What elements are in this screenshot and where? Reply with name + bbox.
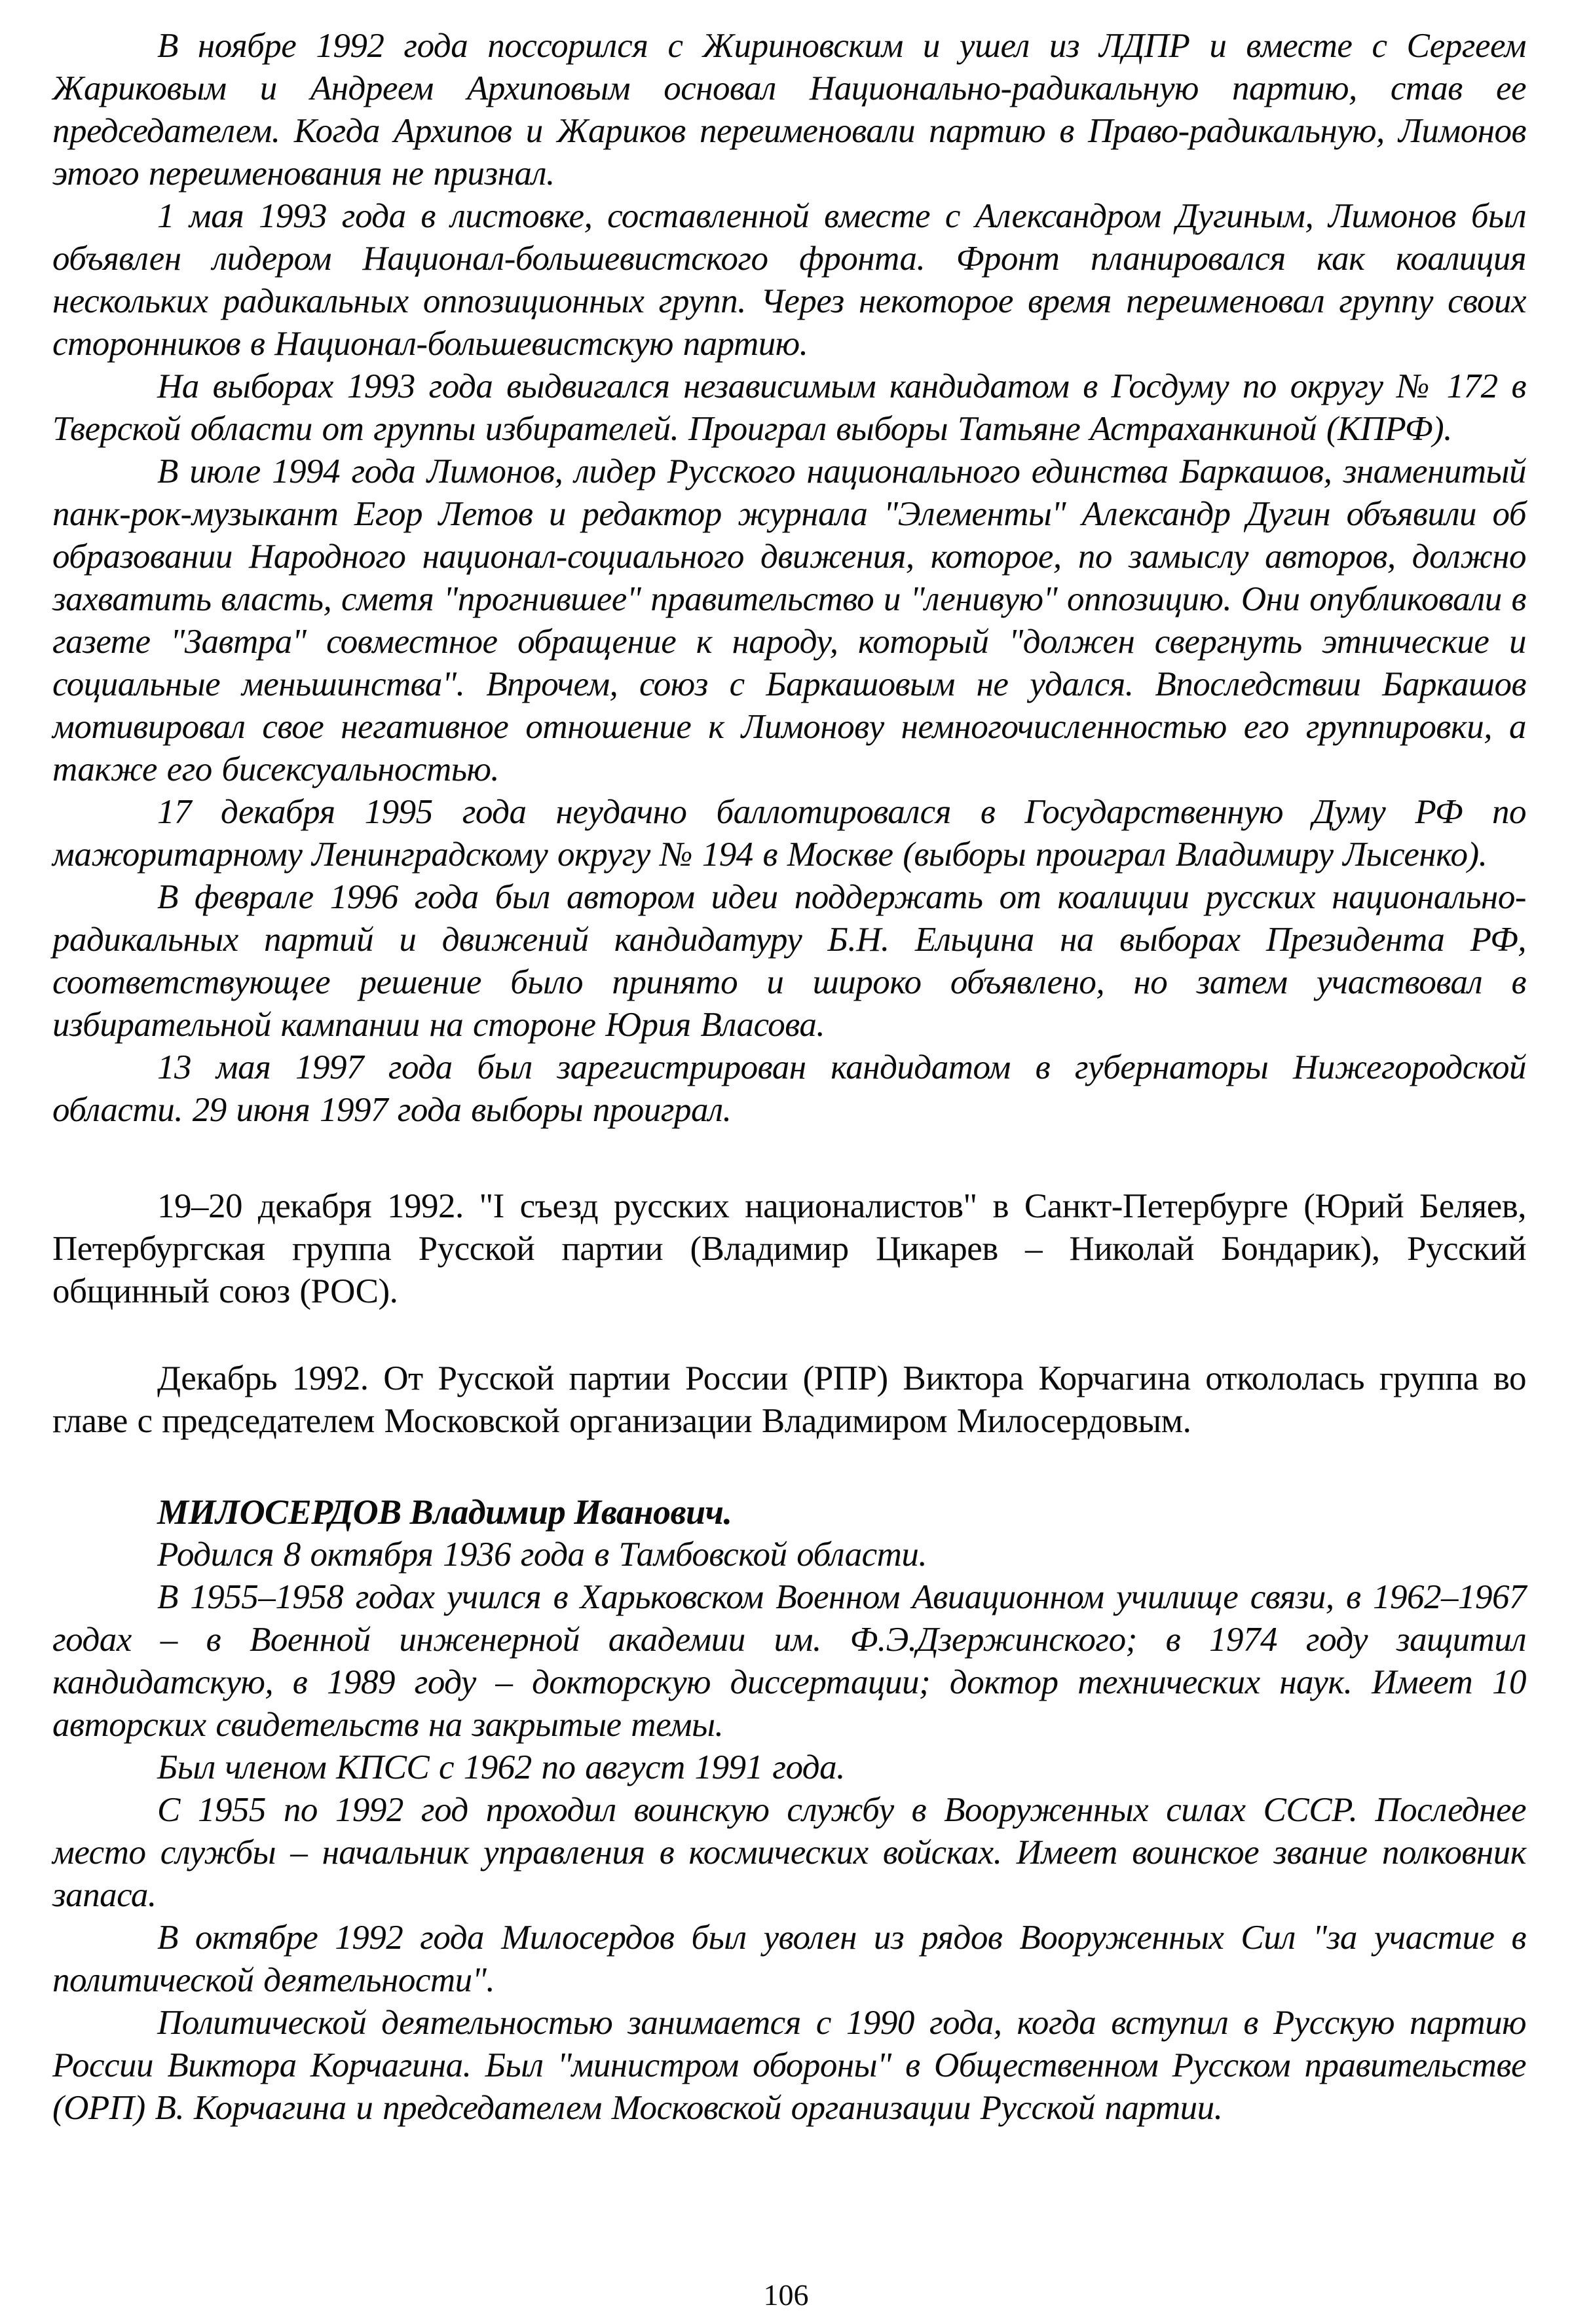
paragraph-elections-1993: На выборах 1993 года выдвигался независимым кандидатом в Госдуму по округу № 172 в Тверской области от группы избирателей. Проиграл выборы Татьяне Астраханкиной (КПРФ). bbox=[52, 367, 1526, 448]
paragraph-military-service: С 1955 по 1992 год проходил воинскую службу в Вооруженных силах СССР. Последнее место службы – начальник управления в космических войсках. Имеет воинское звание полковник запаса. bbox=[52, 1791, 1526, 1914]
paragraph-split-dec-1992: Декабрь 1992. От Русской партии России (РПР) Виктора Корчагина откололась группа во главе с председателем Московской организации Владимиром Милосердовым. bbox=[52, 1359, 1526, 1440]
paragraph-governor-1997: 13 мая 1997 года был зарегистрирован кандидатом в губернаторы Нижегородской области. 29 июня 1997 года выборы проиграл. bbox=[52, 1048, 1526, 1129]
section-heading-miloserdov: МИЛОСЕРДОВ Владимир Иванович. bbox=[157, 1492, 732, 1532]
paragraph-duma-1995: 17 декабря 1995 года неудачно баллотировался в Государственную Думу РФ по мажоритарному Ленинградскому округу № 194 в Москве (выборы проиграл Владимиру Лысенко). bbox=[52, 793, 1526, 874]
paragraph-nnsd-1994: В июле 1994 года Лимонов, лидер Русского национального единства Баркашов, знаменитый панк-рок-музыкант Егор Летов и редактор журнала "Элементы" Александр Дугин объявили об образовании Народного национал-социального движения, которое, по замыслу авторов, должно захватить власть, сметя "прогнившее" правительство и "ленивую" оппозицию. Они опубликовали в газете "Завтра" совместное обращение к народу, который "должен свергнуть этнические и социальные меньшинства". Впрочем, союз с Баркашовым не удался. Впоследствии Баркашов мотивировал свое негативное отношение к Лимонову немногочисленностью его группировки, а также его бисексуальностью. bbox=[52, 452, 1526, 788]
paragraph-political-activity: Политической деятельностью занимается с 1990 года, когда вступил в Русскую партию России Виктора Корчагина. Был "министром обороны" в Общественном Русском правительстве (ОРП) В. Корчагина и председателем Московской организации Русской партии. bbox=[52, 2004, 1526, 2127]
paragraph-eltsin-1996: В феврале 1996 года был автором идеи поддержать от коалиции русских национально-радикальных партий и движений кандидатуру Б.Н. Ельцина на выборах Президента РФ, соответствующее решение было принято и широко объявлено, но затем участвовал в избирательной кампании на стороне Юрия Власова. bbox=[52, 878, 1526, 1044]
paragraph-born-1936: Родился 8 октября 1936 года в Тамбовской области. bbox=[157, 1536, 927, 1574]
paragraph-kpss-membership: Был членом КПСС с 1962 по август 1991 года. bbox=[157, 1748, 845, 1786]
paragraph-education: В 1955–1958 годах учился в Харьковском Военном Авиационном училище связи, в 1962–1967 годах – в Военной инженерной академии им. Ф.Э.Дзержинского; в 1974 году защитил кандидатскую, в 1989 году – докторскую диссертации; доктор технических наук. Имеет 10 авторских свидетельств на закрытые темы. bbox=[52, 1578, 1526, 1744]
paragraph-congress-dec-1992: 19–20 декабря 1992. "I съезд русских националистов" в Санкт-Петербурге (Юрий Беляев, Петербургская группа Русской партии (Владимир Цикарев – Николай Бондарик), Русский общинный союз (РОС). bbox=[52, 1187, 1526, 1310]
page-number: 106 bbox=[763, 2278, 809, 2312]
paragraph-dismissal-1992: В октябре 1992 года Милосердов был уволен из рядов Вооруженных Сил "за участие в политической деятельности". bbox=[52, 1919, 1526, 1999]
paragraph-limonov-nrp: В ноябре 1992 года поссорился с Жириновским и ушел из ЛДПР и вместе с Сергеем Жариковым и Андреем Архиповым основал Национально-радикальную партию, став ее председателем. Когда Архипов и Жариков переименовали партию в Право-радикальную, Лимонов этого переименования не признал. bbox=[52, 27, 1526, 193]
paragraph-nb-front: 1 мая 1993 года в листовке, составленной вместе с Александром Дугиным, Лимонов был объявлен лидером Национал-большевистского фронта. Фронт планировался как коалиция нескольких радикальных оппозиционных групп. Через некоторое время переименовал группу своих сторонников в Национал-большевистскую партию. bbox=[52, 197, 1526, 363]
